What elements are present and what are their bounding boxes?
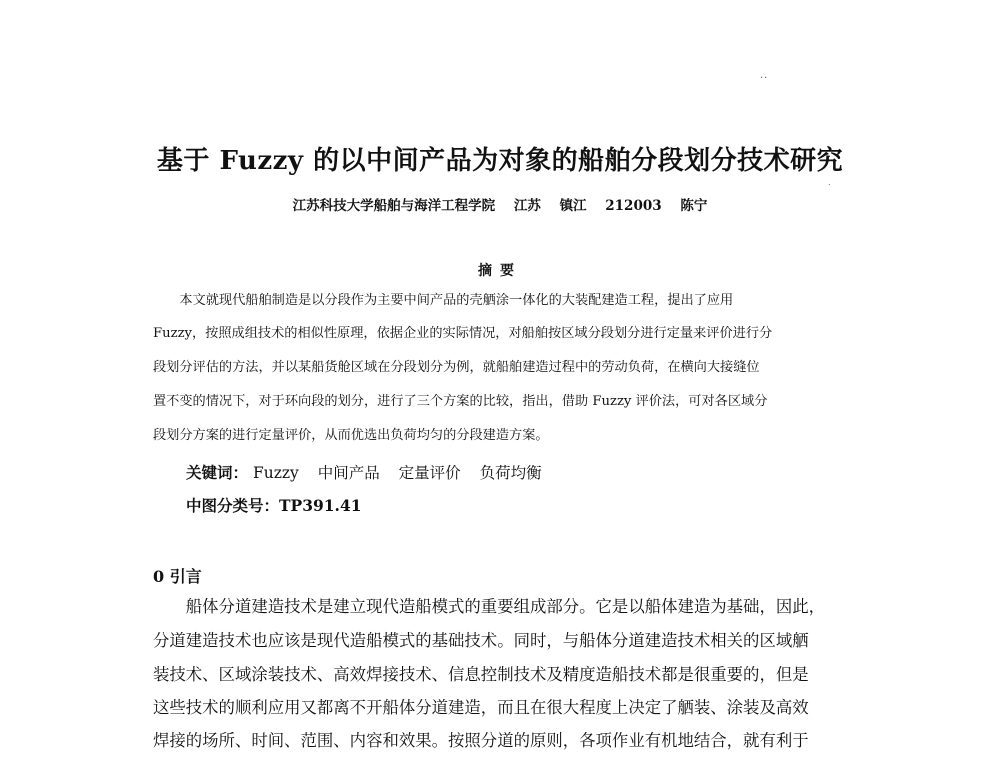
section-heading: 0 引言	[153, 567, 202, 586]
paper-title: 基于 Fuzzy 的以中间产品为对象的船舶分段划分技术研究	[156, 146, 844, 176]
keywords-label: 关键词：	[186, 463, 249, 482]
classification-value: TP391.41	[279, 496, 362, 515]
abstract-line: 段划分方案的进行定量评价，从而优选出负荷均匀的分段建造方案。	[153, 428, 549, 443]
abstract-line: Fuzzy，按照成组技术的相似性原理，依据企业的实际情况，对船舶按区域分段划分进行定量来评价进行分	[153, 326, 773, 341]
body-line: 分道建造技术也应该是现代造船模式的基础技术。同时，与船体分道建造技术相关的区域舾	[153, 631, 809, 650]
author-name: 陈宁	[680, 198, 708, 214]
body-line: 这些技术的顺利应用又都离不开船体分道建造，而且在很大程度上决定了舾装、涂装及高效	[153, 698, 809, 717]
abstract-line: 段划分评估的方法，并以某船货舱区域在分段划分为例，就船舶建造过程中的劳动负荷，在横向大接缝位	[153, 360, 760, 375]
scan-speck: ..	[760, 70, 769, 81]
author-affiliation	[0, 194, 1000, 214]
abstract-heading: 摘要	[478, 263, 522, 279]
city: 镇江	[559, 198, 587, 214]
classification-label: 中图分类号：	[186, 496, 280, 515]
scan-speck: .	[828, 178, 831, 187]
keyword-item: 负荷均衡	[479, 464, 542, 482]
abstract-line: 置不变的情况下，对于环向段的划分，进行了三个方案的比较，指出，借助 Fuzzy 评价法，可对各区域分	[153, 394, 768, 409]
institution: 江苏科技大学船舶与海洋工程学院	[292, 198, 496, 214]
keyword-item: 中间产品	[317, 464, 380, 482]
keywords	[186, 461, 556, 483]
keyword-item: Fuzzy	[252, 464, 299, 482]
classification-number	[186, 494, 362, 516]
abstract-line: 本文就现代船舶制造是以分段作为主要中间产品的壳舾涂一体化的大装配建造工程，提出了应用	[153, 293, 734, 308]
keyword-item: 定量评价	[398, 464, 461, 482]
province: 江苏	[513, 198, 541, 214]
body-line: 焊接的场所、时间、范围、内容和效果。按照分道的原则，各项作业有机地结合，就有利于	[153, 731, 809, 750]
postcode: 212003	[605, 198, 662, 214]
body-line: 船体分道建造技术是建立现代造船模式的重要组成部分。它是以船体建造为基础，因此，	[153, 597, 826, 616]
body-line: 装技术、区域涂装技术、高效焊接技术、信息控制技术及精度造船技术都是很重要的，但是	[153, 665, 809, 684]
